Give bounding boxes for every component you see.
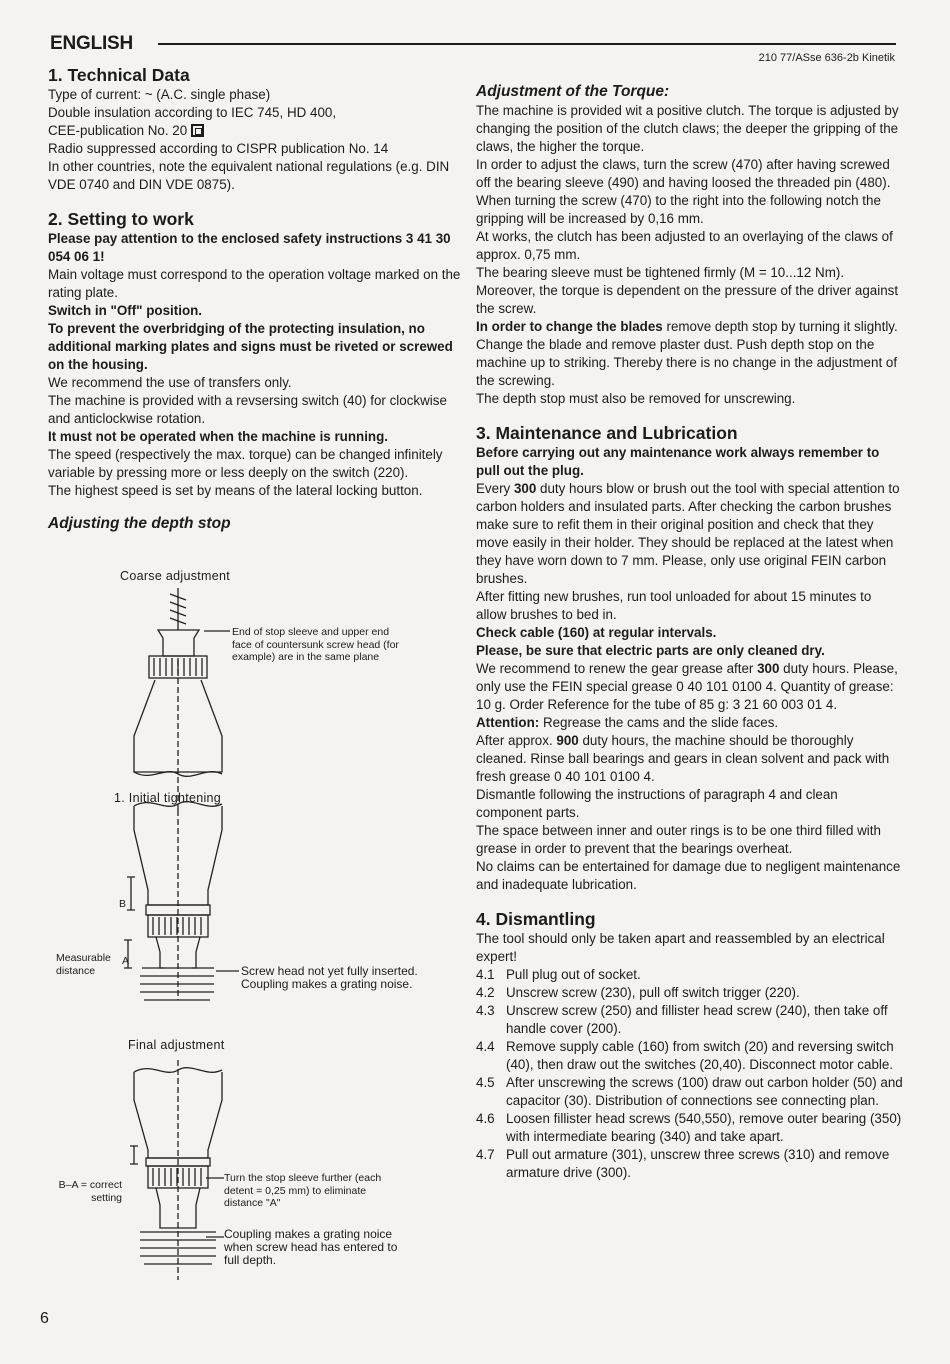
left-column <box>48 64 468 534</box>
right-column <box>476 82 904 1182</box>
step-text: Unscrew screw (250) and fillister head screw (240), then take off handle cover (200). <box>506 1003 888 1036</box>
step-text: Pull plug out of socket. <box>506 967 641 982</box>
section-technical-data-title: 1. Technical Data <box>48 65 190 85</box>
text: Dismantle following the instructions of paragraph 4 and clean component parts. <box>476 787 838 820</box>
dismantling-step <box>476 1146 904 1182</box>
text: The highest speed is set by means of the lateral locking button. <box>48 483 423 498</box>
text <box>476 480 904 588</box>
document-reference: 210 77/ASse 636-2b Kinetik <box>758 52 895 64</box>
initial-tightening-label: 1. Initial tightening <box>114 791 222 805</box>
bold-number: 900 <box>556 733 579 748</box>
warning-text: To prevent the overbridging of the protecting insulation, no additional marking plates and signs must be riveted or screwed on the housing. <box>48 321 453 372</box>
text: Double insulation according to IEC 745, HD 400, <box>48 105 337 120</box>
warning-text: It must not be operated when the machine is running. <box>48 429 389 444</box>
text: The space between inner and outer rings is to be one third filled with grease in order to prevent that the bearings overheat. <box>476 823 881 856</box>
dismantling-step <box>476 984 904 1002</box>
text <box>476 318 904 390</box>
double-insulation-icon <box>191 124 204 137</box>
text: We recommend to renew the gear grease after <box>476 661 758 676</box>
dismantling-step <box>476 1002 904 1038</box>
torque-title: Adjustment of the Torque: <box>476 83 670 100</box>
dismantling-step <box>476 1038 904 1074</box>
text: CEE-publication No. 20 <box>48 123 188 138</box>
text <box>476 732 904 786</box>
text: Radio suppressed according to CISPR publication No. 14 <box>48 141 389 156</box>
text: Every <box>476 481 514 496</box>
depth-stop-title: Adjusting the depth stop <box>48 515 231 532</box>
text <box>476 660 904 714</box>
depth-stop-diagram <box>36 560 456 1290</box>
final-adjustment-label: Final adjustment <box>128 1038 225 1052</box>
stop-sleeve-note: End of stop sleeve and upper end face of countersunk screw head (for example) are in the same plane <box>232 626 399 663</box>
warning-text: Check cable (160) at regular intervals. <box>476 625 717 640</box>
dismantling-step <box>476 1110 904 1146</box>
text: Type of current: ~ (A.C. single phase) <box>48 87 271 102</box>
turn-stop-sleeve-note: Turn the stop sleeve further (each detent = 0,25 mm) to eliminate distance "A" <box>224 1172 382 1209</box>
step-text: After unscrewing the screws (100) draw out carbon holder (50) and capacitor (30). Distribution of connections see connecting plan. <box>506 1075 903 1108</box>
bold-number: 300 <box>757 661 780 676</box>
safety-notice: Please pay attention to the enclosed safety instructions 3 41 30 054 06 1! <box>48 231 451 264</box>
warning-text: Switch in "Off" position. <box>48 303 203 318</box>
text: No claims can be entertained for damage due to negligent maintenance and inadequate lubrication. <box>476 859 901 892</box>
language-heading: ENGLISH <box>50 33 134 54</box>
text: In other countries, note the equivalent national regulations (e.g. DIN VDE 0740 and DIN VDE 0875). <box>48 159 450 192</box>
text: remove depth stop by turning it slightly. Change the blade and remove plaster dust. Push depth stop on the machine up to striking. Thereby there is no change in the adjustment of the screwing. <box>476 319 898 388</box>
text: The tool should only be taken apart and reassembled by an electrical expert! <box>476 931 885 964</box>
step-number: 4.4 <box>476 1039 495 1054</box>
step-text: Loosen fillister head screws (540,550), remove outer bearing (350) with intermediate bearing (340) and take apart. <box>506 1111 902 1144</box>
text: After fitting new brushes, run tool unloaded for about 15 minutes to allow brushes to bed in. <box>476 589 872 622</box>
text: We recommend the use of transfers only. <box>48 375 292 390</box>
step-number: 4.5 <box>476 1075 495 1090</box>
dismantling-step <box>476 966 904 984</box>
step-number: 4.7 <box>476 1147 495 1162</box>
dimension-b-label: B <box>119 898 127 910</box>
text: Main voltage must correspond to the operation voltage marked on the rating plate. <box>48 267 461 300</box>
text: At works, the clutch has been adjusted to an overlaying of the claws of approx. 0,75 mm. <box>476 229 893 262</box>
text: In order to adjust the claws, turn the screw (470) after having screwed off the bearing sleeve (490) and having loosed the threaded pin (480). When turning the screw (470) to the right into the following notch the gripping will be increased by 0,16 mm. <box>476 157 891 226</box>
bold-number: 300 <box>513 481 537 496</box>
warning-text: Before carrying out any maintenance work always remember to pull out the plug. <box>476 445 880 478</box>
measurable-distance-label: Measurable distance <box>56 952 111 977</box>
section-maintenance-title: 3. Maintenance and Lubrication <box>476 423 738 443</box>
section-dismantling-title: 4. Dismantling <box>476 909 596 929</box>
header-rule <box>158 43 896 45</box>
step-number: 4.3 <box>476 1003 495 1018</box>
bold-lead: In order to change the blades <box>476 319 663 334</box>
step-number: 4.1 <box>476 967 495 982</box>
text: The machine is provided wit a positive clutch. The torque is adjusted by changing the position of the clutch claws; the deeper the gripping of the claws, the higher the torque. <box>476 103 899 154</box>
grating-noise-note: Screw head not yet fully inserted. Coupling makes a grating noise. <box>241 964 418 991</box>
bold-lead: Attention: <box>476 715 540 730</box>
text: duty hours blow or brush out the tool with special attention to carbon holders and insulated parts. After checking the carbon brushes make sure to refit them in their original position and check that they move easily in their holder. They should be replaced at the latest when they have worn down to 7 mm. Please, only use original FEIN carbon brushes. <box>476 481 900 586</box>
text: duty hours, the machine should be thoroughly cleaned. Rinse ball bearings and gears in clean solvent and pack with fresh grease 0 40 101 0100 4. <box>476 733 890 784</box>
page-number: 6 <box>40 1310 49 1327</box>
text: Regrease the cams and the slide faces. <box>539 715 779 730</box>
text: The speed (respectively the max. torque) can be changed infinitely variable by pressing more or less deeply on the switch (220). <box>48 447 443 480</box>
dimension-a-label: A <box>122 955 130 967</box>
warning-text: Please, be sure that electric parts are only cleaned dry. <box>476 643 825 658</box>
full-depth-note: Coupling makes a grating noice when screw head has entered to full depth. <box>224 1227 398 1267</box>
text: The machine is provided with a revsersing switch (40) for clockwise and anticlockwise rotation. <box>48 393 447 426</box>
text: The bearing sleeve must be tightened firmly (M = 10...12 Nm). Moreover, the torque is dependent on the pressure of the driver against the screw. <box>476 265 899 316</box>
text: After approx. <box>476 733 557 748</box>
correct-setting-label: B–A = correct setting <box>58 1179 122 1204</box>
text: The depth stop must also be removed for unscrewing. <box>476 391 796 406</box>
text: duty hours. Please, only use the FEIN special grease 0 40 101 0100 4. Quantity of grease: 10 g. Order Reference for the tube of 85 g: 3 21 60 003 01 4. <box>476 661 898 712</box>
step-text: Unscrew screw (230), pull off switch trigger (220). <box>506 985 800 1000</box>
dismantling-steps <box>476 966 904 1182</box>
step-text: Remove supply cable (160) from switch (20) and reversing switch (40), then draw out the switches (20,40). Disconnect motor cable. <box>506 1039 894 1072</box>
step-number: 4.2 <box>476 985 495 1000</box>
dismantling-step <box>476 1074 904 1110</box>
step-number: 4.6 <box>476 1111 495 1126</box>
coarse-adjustment-label: Coarse adjustment <box>120 569 231 583</box>
section-setting-to-work-title: 2. Setting to work <box>48 209 194 229</box>
text <box>48 122 468 140</box>
step-text: Pull out armature (301), unscrew three screws (310) and remove armature drive (300). <box>506 1147 890 1180</box>
text <box>476 714 904 732</box>
